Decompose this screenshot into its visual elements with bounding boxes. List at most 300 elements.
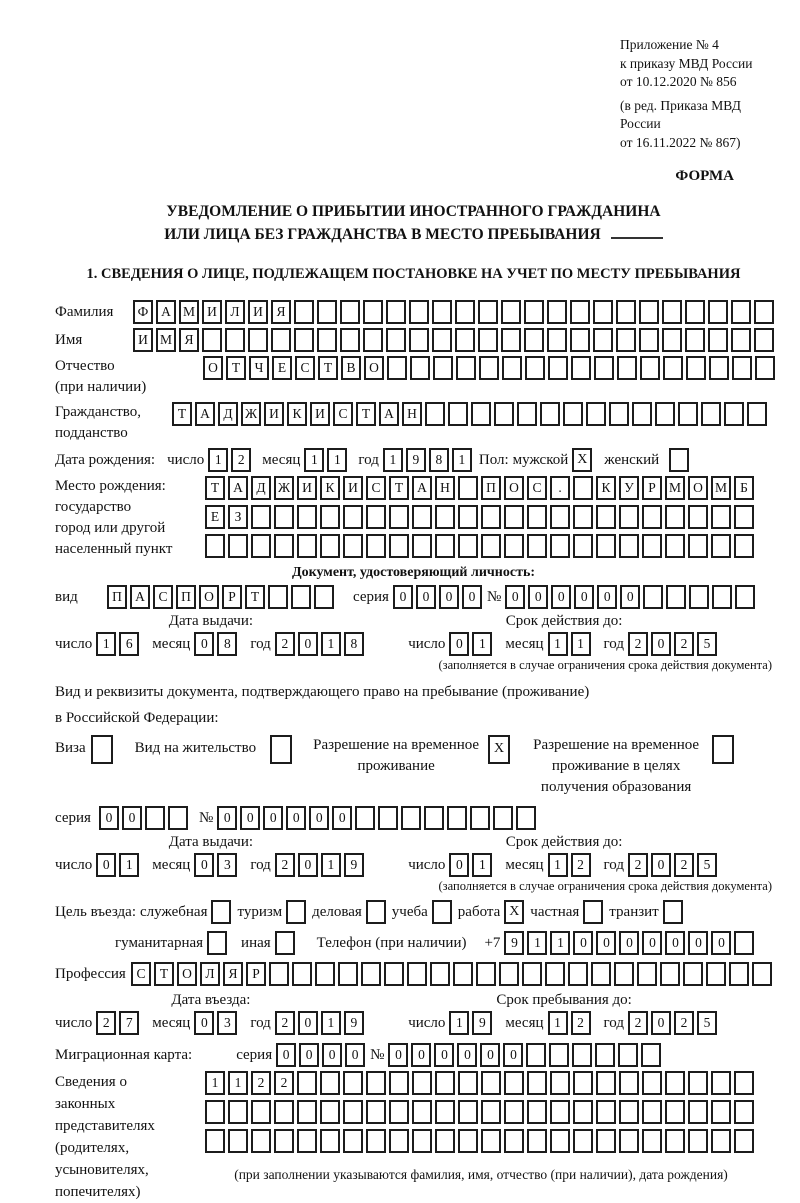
char-cell[interactable]: 6 (119, 632, 139, 656)
char-cell[interactable]: 1 (228, 1071, 248, 1095)
char-cell[interactable]: О (364, 356, 384, 380)
char-cell[interactable] (389, 505, 409, 529)
char-cell[interactable] (548, 356, 568, 380)
char-cell[interactable] (320, 1100, 340, 1124)
char-cell[interactable]: Н (402, 402, 422, 426)
char-cell[interactable] (432, 300, 452, 324)
char-cell[interactable]: С (366, 476, 386, 500)
char-cell[interactable] (409, 328, 429, 352)
char-cell[interactable] (754, 300, 774, 324)
char-cell[interactable] (734, 1071, 754, 1095)
char-cell[interactable]: А (379, 402, 399, 426)
char-cell[interactable]: К (287, 402, 307, 426)
char-cell[interactable]: 0 (298, 853, 318, 877)
char-cell[interactable] (641, 1043, 661, 1067)
char-cell[interactable]: 0 (411, 1043, 431, 1067)
char-cell[interactable] (366, 505, 386, 529)
char-cell[interactable]: И (248, 300, 268, 324)
char-cell[interactable] (228, 1100, 248, 1124)
char-cell[interactable]: 2 (628, 853, 648, 877)
char-cell[interactable] (494, 402, 514, 426)
char-cell[interactable]: 0 (574, 585, 594, 609)
char-cell[interactable] (448, 402, 468, 426)
char-cell[interactable]: 1 (304, 448, 324, 472)
char-cell[interactable]: 1 (208, 448, 228, 472)
char-cell[interactable] (366, 1129, 386, 1153)
char-cell[interactable] (292, 962, 312, 986)
char-cell[interactable] (642, 505, 662, 529)
char-cell[interactable] (547, 328, 567, 352)
char-cell[interactable] (596, 505, 616, 529)
char-cell[interactable]: 1 (96, 632, 116, 656)
char-cell[interactable]: 1 (119, 853, 139, 877)
char-cell[interactable] (297, 1129, 317, 1153)
char-cell[interactable]: 0 (651, 1011, 671, 1035)
char-cell[interactable] (596, 1071, 616, 1095)
char-cell[interactable] (248, 328, 268, 352)
char-cell[interactable] (145, 806, 165, 830)
char-cell[interactable] (269, 962, 289, 986)
char-cell[interactable] (478, 300, 498, 324)
char-cell[interactable]: 1 (383, 448, 403, 472)
char-cell[interactable] (501, 300, 521, 324)
char-cell[interactable] (412, 505, 432, 529)
char-cell[interactable] (343, 534, 363, 558)
char-cell[interactable] (688, 1100, 708, 1124)
purpose-work-checkbox[interactable]: X (504, 900, 524, 924)
char-cell[interactable]: 9 (344, 1011, 364, 1035)
char-cell[interactable]: 0 (416, 585, 436, 609)
char-cell[interactable]: С (153, 585, 173, 609)
char-cell[interactable] (317, 300, 337, 324)
purpose-humanitarian-checkbox[interactable] (207, 931, 227, 955)
char-cell[interactable] (274, 1129, 294, 1153)
char-cell[interactable] (228, 1129, 248, 1153)
temp-residence-checkbox[interactable]: X (488, 735, 510, 764)
char-cell[interactable] (570, 300, 590, 324)
char-cell[interactable]: 0 (449, 853, 469, 877)
temp-residence-education-checkbox[interactable] (712, 735, 734, 764)
char-cell[interactable] (609, 402, 629, 426)
char-cell[interactable]: . (550, 476, 570, 500)
char-cell[interactable] (412, 534, 432, 558)
char-cell[interactable] (470, 806, 490, 830)
char-cell[interactable]: О (688, 476, 708, 500)
char-cell[interactable]: О (177, 962, 197, 986)
char-cell[interactable] (734, 1100, 754, 1124)
char-cell[interactable]: 0 (298, 1011, 318, 1035)
char-cell[interactable] (524, 328, 544, 352)
char-cell[interactable] (655, 402, 675, 426)
char-cell[interactable]: 0 (551, 585, 571, 609)
char-cell[interactable] (711, 1100, 731, 1124)
char-cell[interactable] (274, 534, 294, 558)
char-cell[interactable] (734, 931, 754, 955)
char-cell[interactable] (642, 1129, 662, 1153)
char-cell[interactable] (410, 356, 430, 380)
char-cell[interactable] (471, 402, 491, 426)
char-cell[interactable] (366, 1100, 386, 1124)
char-cell[interactable]: 7 (119, 1011, 139, 1035)
char-cell[interactable]: Т (356, 402, 376, 426)
sex-female-checkbox[interactable] (669, 448, 689, 472)
char-cell[interactable] (493, 806, 513, 830)
char-cell[interactable]: 3 (217, 1011, 237, 1035)
char-cell[interactable] (572, 1043, 592, 1067)
char-cell[interactable]: 2 (628, 1011, 648, 1035)
char-cell[interactable] (665, 1071, 685, 1095)
char-cell[interactable] (616, 300, 636, 324)
char-cell[interactable]: Ж (241, 402, 261, 426)
char-cell[interactable]: Я (271, 300, 291, 324)
char-cell[interactable]: 2 (674, 1011, 694, 1035)
char-cell[interactable]: И (202, 300, 222, 324)
char-cell[interactable] (343, 1100, 363, 1124)
char-cell[interactable] (614, 962, 634, 986)
char-cell[interactable] (662, 300, 682, 324)
char-cell[interactable]: 8 (344, 632, 364, 656)
char-cell[interactable]: 0 (96, 853, 116, 877)
char-cell[interactable] (586, 402, 606, 426)
char-cell[interactable] (662, 328, 682, 352)
char-cell[interactable]: 1 (321, 1011, 341, 1035)
char-cell[interactable]: К (596, 476, 616, 500)
char-cell[interactable]: И (343, 476, 363, 500)
char-cell[interactable] (734, 505, 754, 529)
char-cell[interactable] (663, 356, 683, 380)
char-cell[interactable] (596, 534, 616, 558)
char-cell[interactable]: 0 (688, 931, 708, 955)
char-cell[interactable] (387, 356, 407, 380)
char-cell[interactable] (708, 300, 728, 324)
char-cell[interactable]: 1 (205, 1071, 225, 1095)
char-cell[interactable]: М (665, 476, 685, 500)
char-cell[interactable]: 2 (275, 632, 295, 656)
char-cell[interactable] (688, 1129, 708, 1153)
char-cell[interactable] (665, 505, 685, 529)
char-cell[interactable] (458, 505, 478, 529)
char-cell[interactable]: 8 (217, 632, 237, 656)
char-cell[interactable] (435, 1100, 455, 1124)
char-cell[interactable] (274, 1100, 294, 1124)
char-cell[interactable] (570, 328, 590, 352)
char-cell[interactable]: 0 (439, 585, 459, 609)
char-cell[interactable]: 2 (674, 853, 694, 877)
char-cell[interactable] (550, 1100, 570, 1124)
char-cell[interactable] (685, 328, 705, 352)
char-cell[interactable] (665, 1100, 685, 1124)
char-cell[interactable] (320, 505, 340, 529)
char-cell[interactable] (343, 1129, 363, 1153)
char-cell[interactable]: 1 (548, 853, 568, 877)
char-cell[interactable]: 8 (429, 448, 449, 472)
char-cell[interactable] (251, 534, 271, 558)
char-cell[interactable] (571, 356, 591, 380)
char-cell[interactable]: 0 (322, 1043, 342, 1067)
char-cell[interactable]: 0 (99, 806, 119, 830)
purpose-official-checkbox[interactable] (211, 900, 231, 924)
char-cell[interactable] (708, 328, 728, 352)
char-cell[interactable] (527, 1129, 547, 1153)
char-cell[interactable]: 0 (309, 806, 329, 830)
char-cell[interactable]: 0 (651, 853, 671, 877)
char-cell[interactable]: Ч (249, 356, 269, 380)
char-cell[interactable]: О (203, 356, 223, 380)
char-cell[interactable] (412, 1129, 432, 1153)
char-cell[interactable]: 1 (321, 632, 341, 656)
char-cell[interactable] (573, 505, 593, 529)
char-cell[interactable] (683, 962, 703, 986)
char-cell[interactable] (504, 505, 524, 529)
char-cell[interactable] (205, 1100, 225, 1124)
char-cell[interactable] (550, 534, 570, 558)
char-cell[interactable] (481, 505, 501, 529)
char-cell[interactable] (709, 356, 729, 380)
char-cell[interactable]: У (619, 476, 639, 500)
char-cell[interactable]: Е (272, 356, 292, 380)
char-cell[interactable] (643, 585, 663, 609)
char-cell[interactable] (547, 300, 567, 324)
char-cell[interactable] (711, 534, 731, 558)
char-cell[interactable]: 2 (571, 1011, 591, 1035)
char-cell[interactable] (688, 1071, 708, 1095)
char-cell[interactable] (458, 1129, 478, 1153)
char-cell[interactable] (320, 1071, 340, 1095)
char-cell[interactable]: И (310, 402, 330, 426)
char-cell[interactable] (573, 1129, 593, 1153)
visa-checkbox[interactable] (91, 735, 113, 764)
char-cell[interactable] (479, 356, 499, 380)
char-cell[interactable]: 0 (388, 1043, 408, 1067)
char-cell[interactable]: 0 (217, 806, 237, 830)
char-cell[interactable] (755, 356, 775, 380)
char-cell[interactable]: 0 (596, 931, 616, 955)
purpose-other-checkbox[interactable] (275, 931, 295, 955)
char-cell[interactable]: С (131, 962, 151, 986)
char-cell[interactable]: П (176, 585, 196, 609)
char-cell[interactable]: 0 (194, 632, 214, 656)
char-cell[interactable] (205, 534, 225, 558)
char-cell[interactable] (619, 1071, 639, 1095)
char-cell[interactable] (595, 1043, 615, 1067)
char-cell[interactable]: К (320, 476, 340, 500)
char-cell[interactable] (678, 402, 698, 426)
char-cell[interactable] (338, 962, 358, 986)
char-cell[interactable] (297, 534, 317, 558)
char-cell[interactable]: М (711, 476, 731, 500)
char-cell[interactable] (711, 1129, 731, 1153)
char-cell[interactable] (591, 962, 611, 986)
char-cell[interactable] (729, 962, 749, 986)
char-cell[interactable] (401, 806, 421, 830)
char-cell[interactable]: 0 (528, 585, 548, 609)
char-cell[interactable]: И (297, 476, 317, 500)
char-cell[interactable]: 0 (240, 806, 260, 830)
char-cell[interactable] (433, 356, 453, 380)
char-cell[interactable]: Т (154, 962, 174, 986)
char-cell[interactable] (476, 962, 496, 986)
char-cell[interactable]: О (504, 476, 524, 500)
char-cell[interactable] (665, 534, 685, 558)
char-cell[interactable]: 2 (674, 632, 694, 656)
char-cell[interactable] (268, 585, 288, 609)
char-cell[interactable] (363, 300, 383, 324)
char-cell[interactable]: С (527, 476, 547, 500)
char-cell[interactable] (453, 962, 473, 986)
char-cell[interactable] (734, 1129, 754, 1153)
char-cell[interactable]: 1 (452, 448, 472, 472)
char-cell[interactable]: А (156, 300, 176, 324)
char-cell[interactable] (430, 962, 450, 986)
char-cell[interactable] (435, 1129, 455, 1153)
char-cell[interactable] (412, 1071, 432, 1095)
char-cell[interactable] (412, 1100, 432, 1124)
purpose-private-checkbox[interactable] (583, 900, 603, 924)
purpose-tourism-checkbox[interactable] (286, 900, 306, 924)
char-cell[interactable] (389, 534, 409, 558)
char-cell[interactable] (499, 962, 519, 986)
char-cell[interactable] (754, 328, 774, 352)
char-cell[interactable]: 1 (548, 1011, 568, 1035)
char-cell[interactable] (711, 505, 731, 529)
char-cell[interactable]: 1 (527, 931, 547, 955)
char-cell[interactable]: 0 (462, 585, 482, 609)
char-cell[interactable] (320, 1129, 340, 1153)
char-cell[interactable]: 2 (275, 1011, 295, 1035)
char-cell[interactable] (340, 328, 360, 352)
char-cell[interactable]: Е (205, 505, 225, 529)
char-cell[interactable] (225, 328, 245, 352)
char-cell[interactable]: 0 (194, 853, 214, 877)
char-cell[interactable] (424, 806, 444, 830)
char-cell[interactable] (481, 534, 501, 558)
char-cell[interactable] (596, 1129, 616, 1153)
char-cell[interactable] (689, 585, 709, 609)
char-cell[interactable]: П (107, 585, 127, 609)
char-cell[interactable] (527, 505, 547, 529)
char-cell[interactable] (343, 505, 363, 529)
char-cell[interactable]: 9 (344, 853, 364, 877)
char-cell[interactable] (640, 356, 660, 380)
char-cell[interactable]: 1 (472, 853, 492, 877)
char-cell[interactable] (291, 585, 311, 609)
char-cell[interactable] (527, 1100, 547, 1124)
char-cell[interactable] (550, 1071, 570, 1095)
char-cell[interactable] (504, 1129, 524, 1153)
char-cell[interactable]: 2 (275, 853, 295, 877)
char-cell[interactable] (481, 1100, 501, 1124)
char-cell[interactable] (619, 505, 639, 529)
char-cell[interactable] (618, 1043, 638, 1067)
char-cell[interactable]: 1 (548, 632, 568, 656)
char-cell[interactable] (458, 476, 478, 500)
char-cell[interactable] (343, 1071, 363, 1095)
char-cell[interactable] (711, 1071, 731, 1095)
char-cell[interactable] (501, 328, 521, 352)
char-cell[interactable] (425, 402, 445, 426)
char-cell[interactable] (563, 402, 583, 426)
char-cell[interactable]: 1 (327, 448, 347, 472)
char-cell[interactable] (315, 962, 335, 986)
char-cell[interactable] (435, 534, 455, 558)
char-cell[interactable] (685, 300, 705, 324)
sex-male-checkbox[interactable]: X (572, 448, 592, 472)
char-cell[interactable]: М (156, 328, 176, 352)
purpose-business-checkbox[interactable] (366, 900, 386, 924)
char-cell[interactable] (378, 806, 398, 830)
char-cell[interactable]: 0 (449, 632, 469, 656)
char-cell[interactable]: Б (734, 476, 754, 500)
char-cell[interactable] (389, 1071, 409, 1095)
char-cell[interactable]: Т (318, 356, 338, 380)
char-cell[interactable]: Т (245, 585, 265, 609)
char-cell[interactable]: 0 (298, 632, 318, 656)
char-cell[interactable] (504, 1071, 524, 1095)
char-cell[interactable]: 5 (697, 1011, 717, 1035)
char-cell[interactable] (202, 328, 222, 352)
char-cell[interactable] (550, 505, 570, 529)
char-cell[interactable] (525, 356, 545, 380)
char-cell[interactable]: И (264, 402, 284, 426)
char-cell[interactable]: 0 (276, 1043, 296, 1067)
char-cell[interactable]: И (133, 328, 153, 352)
char-cell[interactable] (617, 356, 637, 380)
char-cell[interactable]: 0 (194, 1011, 214, 1035)
char-cell[interactable]: 0 (711, 931, 731, 955)
char-cell[interactable] (660, 962, 680, 986)
char-cell[interactable] (251, 505, 271, 529)
char-cell[interactable] (747, 402, 767, 426)
char-cell[interactable]: С (295, 356, 315, 380)
char-cell[interactable]: Н (435, 476, 455, 500)
char-cell[interactable] (481, 1129, 501, 1153)
char-cell[interactable] (568, 962, 588, 986)
char-cell[interactable]: 2 (231, 448, 251, 472)
char-cell[interactable] (642, 1100, 662, 1124)
char-cell[interactable] (540, 402, 560, 426)
char-cell[interactable] (619, 1129, 639, 1153)
char-cell[interactable]: 0 (505, 585, 525, 609)
char-cell[interactable] (317, 328, 337, 352)
char-cell[interactable]: 1 (472, 632, 492, 656)
char-cell[interactable]: 9 (504, 931, 524, 955)
char-cell[interactable] (545, 962, 565, 986)
char-cell[interactable]: А (412, 476, 432, 500)
char-cell[interactable] (504, 1100, 524, 1124)
char-cell[interactable] (386, 328, 406, 352)
char-cell[interactable] (297, 1100, 317, 1124)
char-cell[interactable] (386, 300, 406, 324)
char-cell[interactable]: 0 (434, 1043, 454, 1067)
char-cell[interactable] (458, 1100, 478, 1124)
char-cell[interactable]: Л (225, 300, 245, 324)
char-cell[interactable] (642, 534, 662, 558)
char-cell[interactable] (294, 300, 314, 324)
char-cell[interactable]: 1 (321, 853, 341, 877)
char-cell[interactable] (596, 1100, 616, 1124)
char-cell[interactable] (432, 328, 452, 352)
char-cell[interactable] (458, 534, 478, 558)
char-cell[interactable] (732, 356, 752, 380)
char-cell[interactable] (686, 356, 706, 380)
char-cell[interactable]: 0 (393, 585, 413, 609)
char-cell[interactable]: 0 (299, 1043, 319, 1067)
char-cell[interactable]: А (195, 402, 215, 426)
char-cell[interactable]: Т (389, 476, 409, 500)
char-cell[interactable]: Д (218, 402, 238, 426)
char-cell[interactable] (522, 962, 542, 986)
char-cell[interactable]: А (228, 476, 248, 500)
